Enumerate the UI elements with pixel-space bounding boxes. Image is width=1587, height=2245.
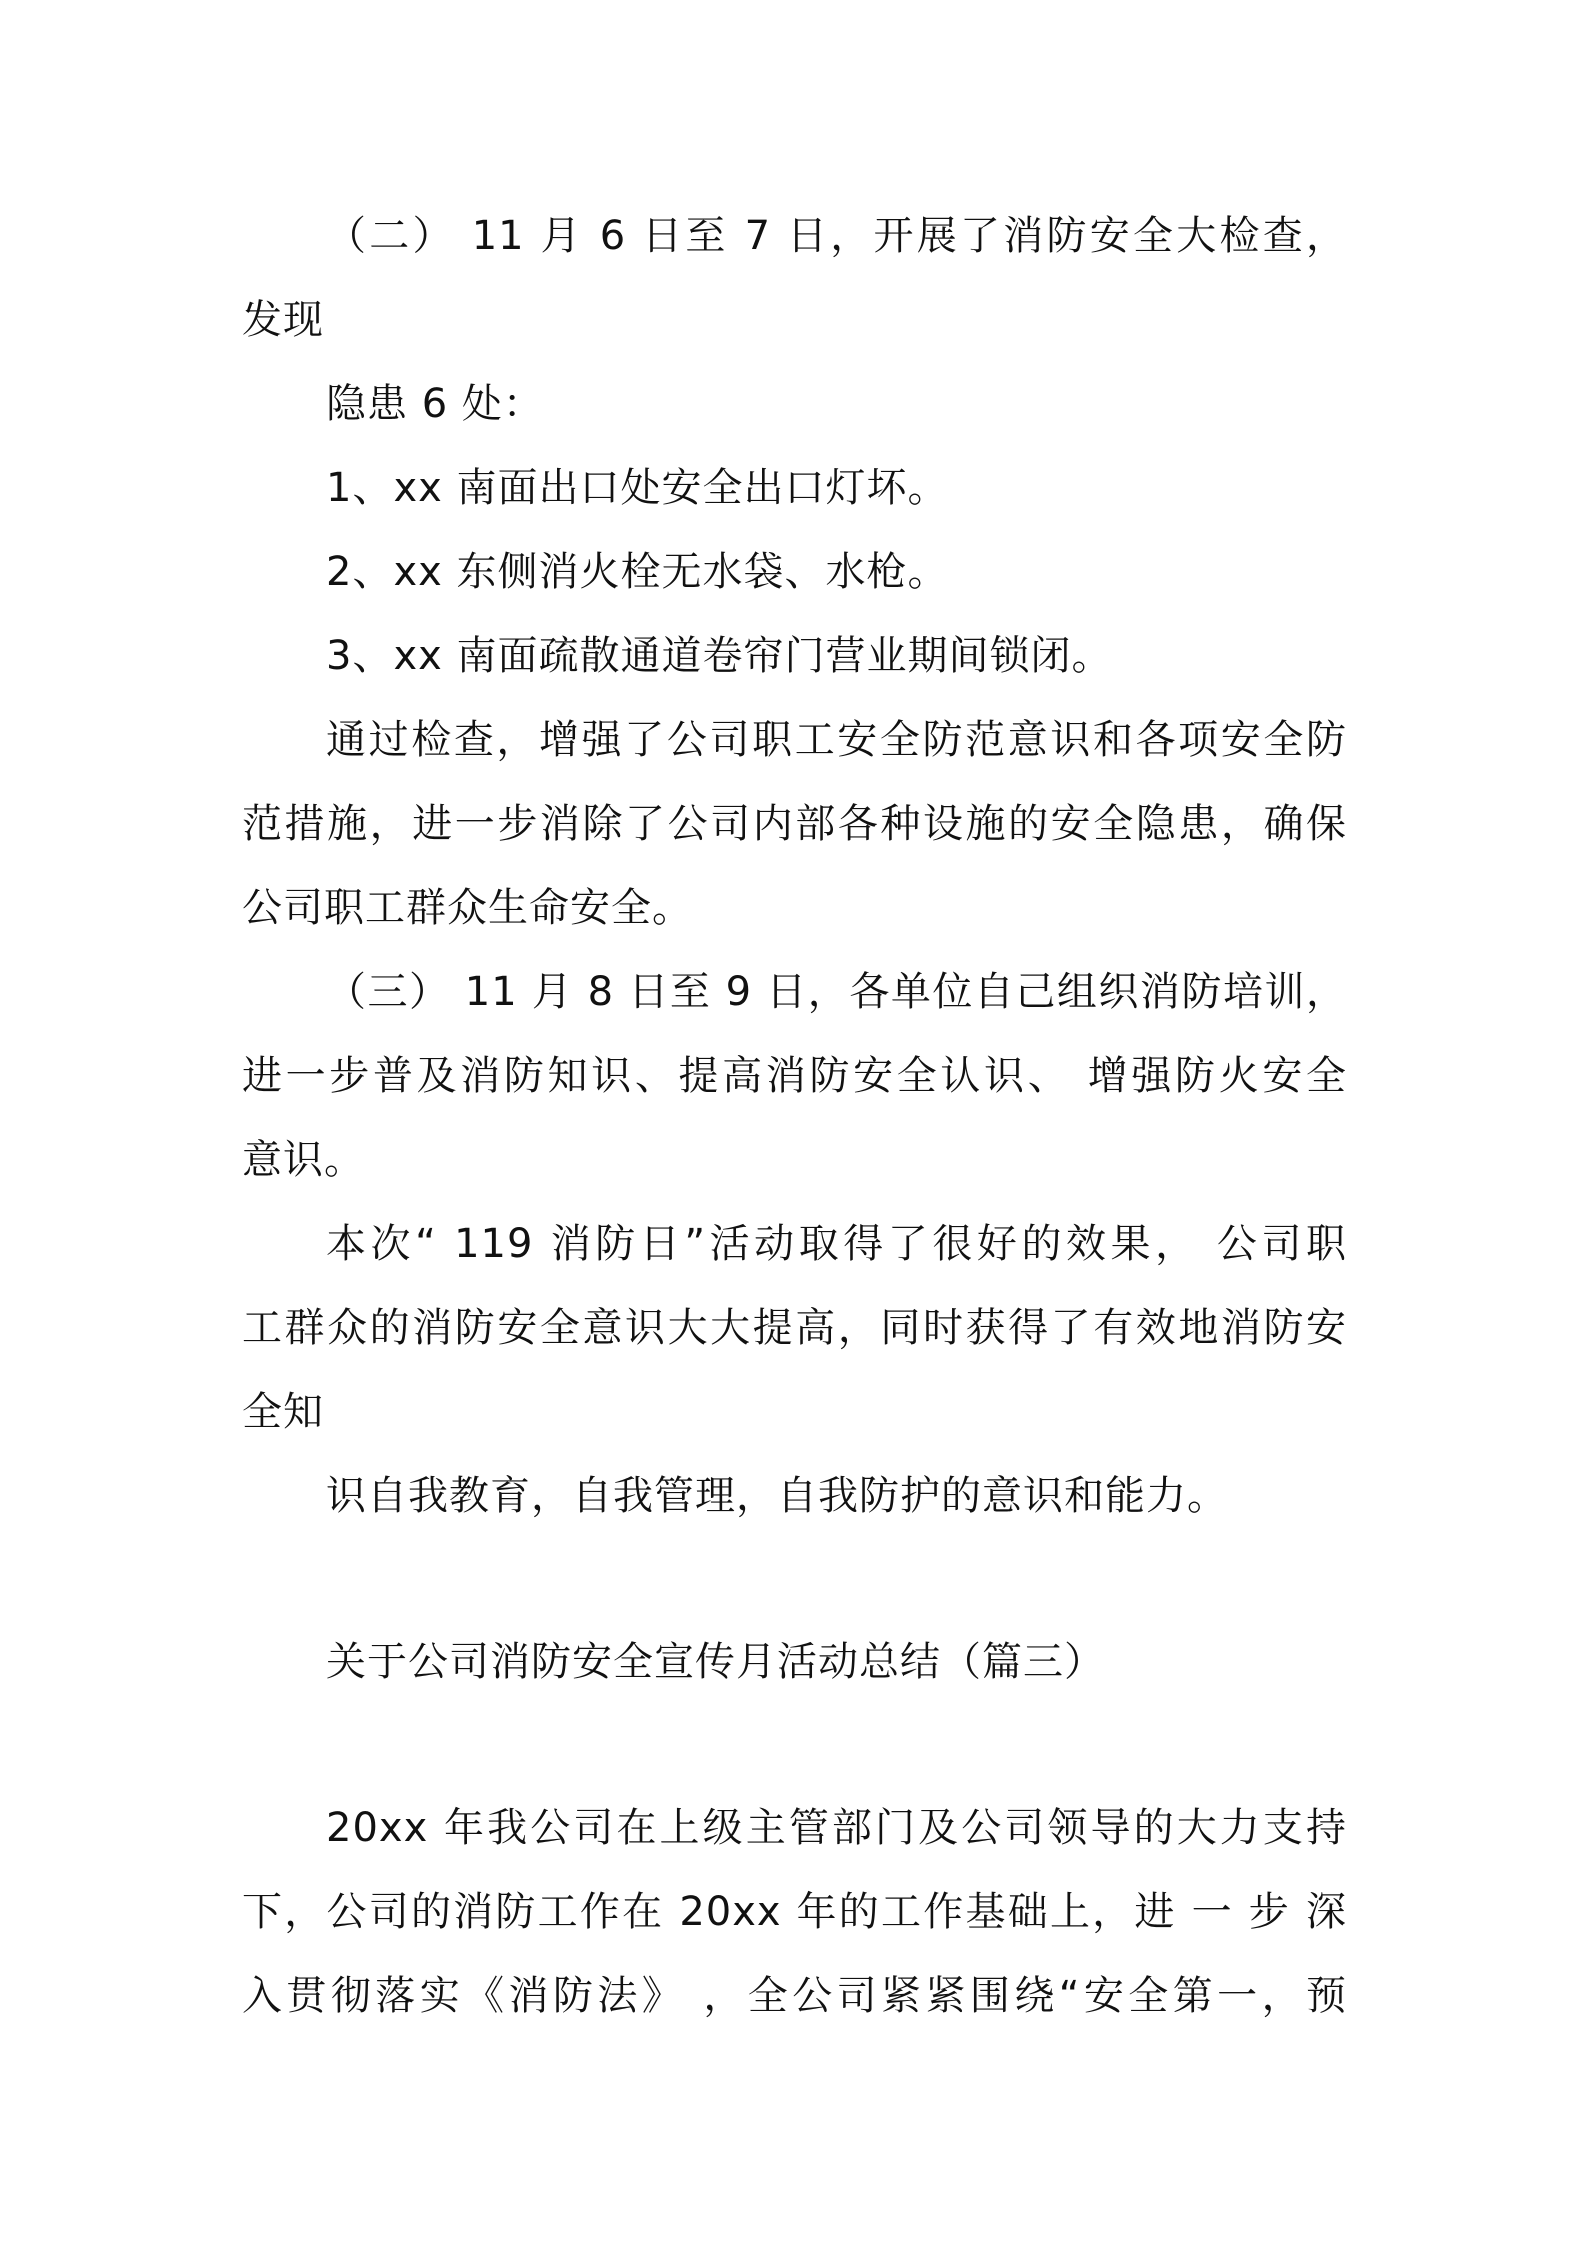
list-item: 2、xx 东侧消火栓无水袋、水枪。 — [326, 549, 949, 595]
paragraph-line: 识自我教育，自我管理，自我防护的意识和能力。 — [326, 1473, 1228, 1519]
paragraph-line: 范措施，进一步消除了公司内部各种设施的安全隐患，确保 — [242, 801, 1347, 847]
paragraph-line: 隐患 6 处： — [326, 381, 544, 427]
paragraph-line: （三） 11 月 8 日至 9 日，各单位自己组织消防培训， — [326, 969, 1347, 1015]
paragraph-line: 发现 — [242, 297, 324, 343]
paragraph-line: 工群众的消防安全意识大大提高，同时获得了有效地消防安 — [242, 1305, 1347, 1351]
paragraph-line: （二） 11 月 6 日至 7 日，开展了消防安全大检查， — [326, 213, 1347, 259]
section-heading: 关于公司消防安全宣传月活动总结（篇三） — [326, 1639, 1105, 1685]
paragraph-line: 下，公司的消防工作在 20xx 年的工作基础上，进 一 步 深 — [242, 1889, 1347, 1935]
paragraph-line: 意识。 — [242, 1137, 365, 1183]
paragraph-line: 本次“ 119 消防日”活动取得了很好的效果， 公司职 — [326, 1221, 1347, 1267]
paragraph-line: 20xx 年我公司在上级主管部门及公司领导的大力支持 — [326, 1805, 1347, 1851]
list-item: 1、xx 南面出口处安全出口灯坏。 — [326, 465, 949, 511]
paragraph-line: 全知 — [242, 1389, 324, 1435]
paragraph-line: 入贯彻落实《消防法》 ，全公司紧紧围绕“安全第一，预 — [242, 1973, 1347, 2019]
paragraph-line: 进一步普及消防知识、提高消防安全认识、 增强防火安全 — [242, 1053, 1347, 1099]
paragraph-line: 通过检查，增强了公司职工安全防范意识和各项安全防 — [326, 717, 1347, 763]
paragraph-line: 公司职工群众生命安全。 — [242, 885, 693, 931]
list-item: 3、xx 南面疏散通道卷帘门营业期间锁闭。 — [326, 633, 1113, 679]
